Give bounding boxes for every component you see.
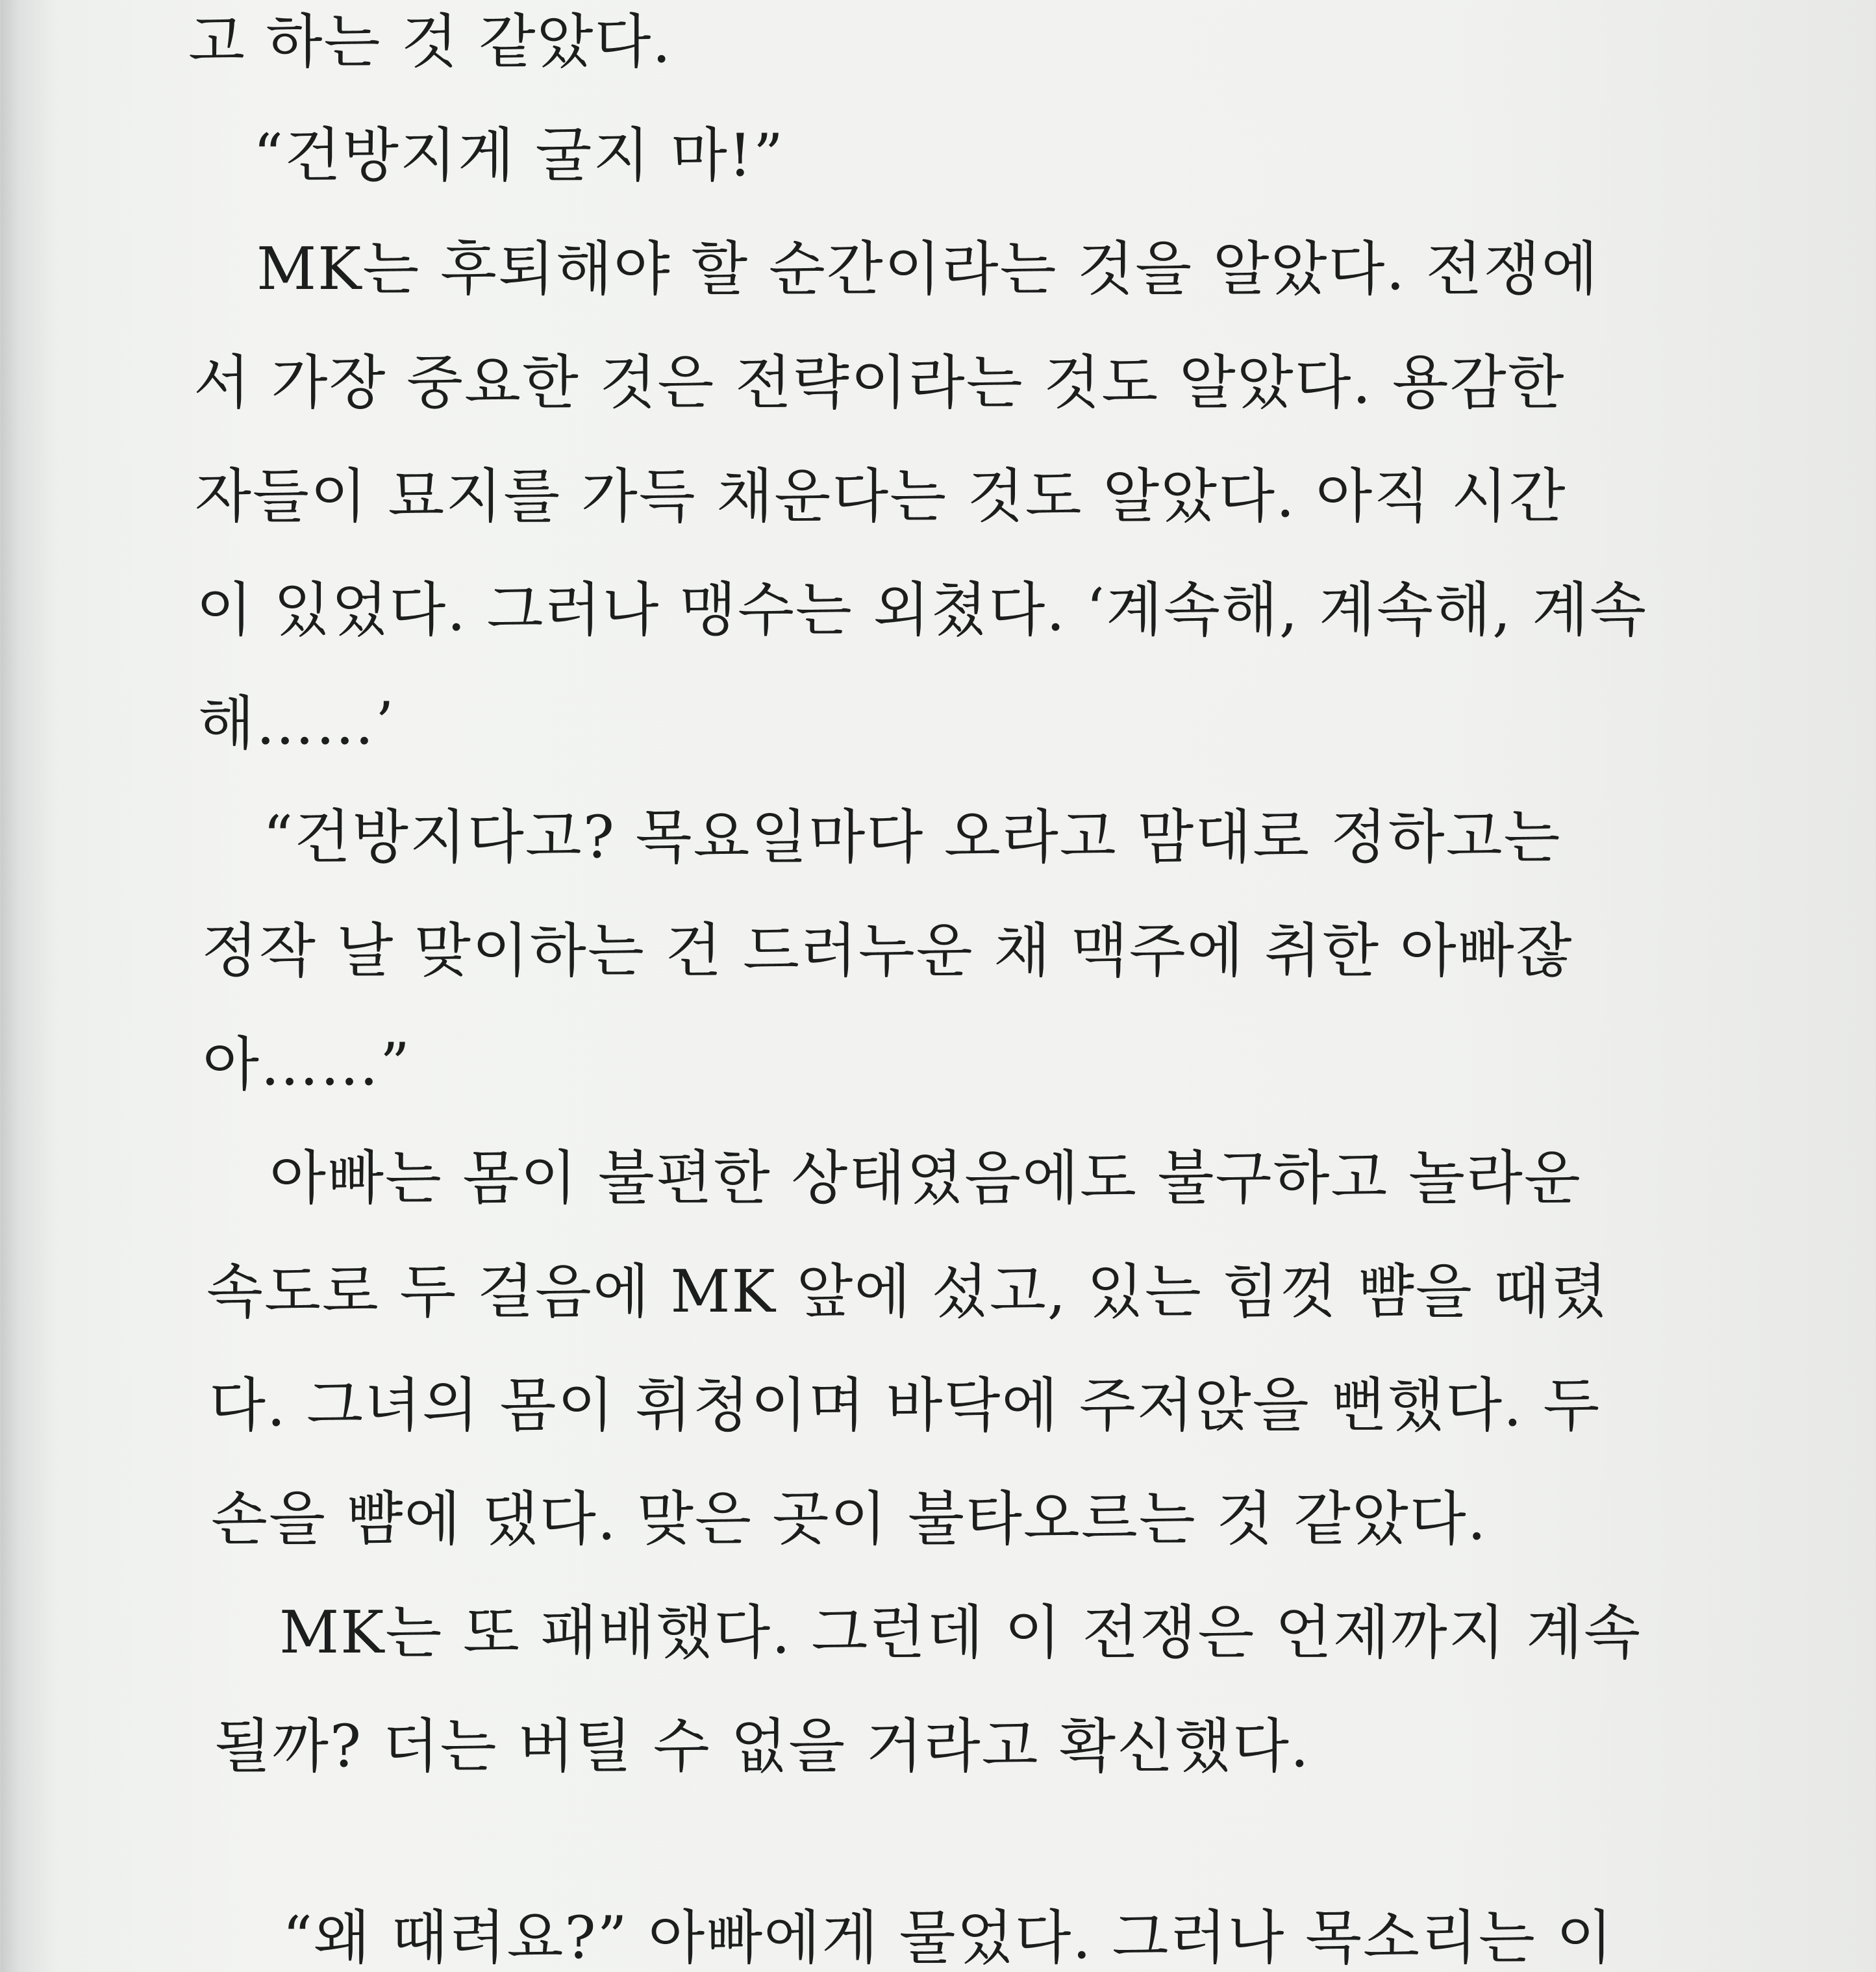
text-line: 정작 날 맞이하는 건 드러누운 채 맥주에 취한 아빠잖 <box>201 917 1573 985</box>
text-line: 서 가장 중요한 것은 전략이라는 것도 알았다. 용감한 <box>194 349 1566 417</box>
text-line: 해……’ <box>198 690 395 758</box>
text-line: MK는 후퇴해야 할 순간이라는 것을 알았다. 전쟁에 <box>256 235 1599 303</box>
text-line: 다. 그녀의 몸이 휘청이며 바닥에 주저앉을 뻔했다. 두 <box>209 1371 1601 1440</box>
text-line: 아……” <box>203 1030 411 1099</box>
text-line: 속도로 두 걸음에 MK 앞에 섰고, 있는 힘껏 뺨을 때렸 <box>206 1258 1609 1326</box>
text-line: 아빠는 몸이 불편한 상태였음에도 불구하고 놀라운 <box>269 1144 1582 1212</box>
text-line: “건방지게 굴지 마!” <box>253 121 784 190</box>
text-line: “왜 때려요?” 아빠에게 물었다. 그러나 목소리는 이 <box>282 1904 1614 1972</box>
text-line: 손을 뺨에 댔다. 맞은 곳이 불타오르는 것 같았다. <box>211 1485 1488 1553</box>
text-line: 자들이 묘지를 가득 채운다는 것도 알았다. 아직 시간 <box>195 462 1567 530</box>
text-line: 될까? 더는 버틸 수 없을 거라고 확신했다. <box>214 1712 1310 1780</box>
text-line: “건방지다고? 목요일마다 오라고 맘대로 정하고는 <box>263 803 1562 871</box>
text-line: MK는 또 패배했다. 그런데 이 전쟁은 언제까지 계속 <box>279 1599 1642 1667</box>
text-line: 이 있었다. 그러나 맹수는 외쳤다. ‘계속해, 계속해, 계속 <box>196 576 1648 644</box>
text-line: 고 하는 것 같았다. <box>188 8 673 76</box>
